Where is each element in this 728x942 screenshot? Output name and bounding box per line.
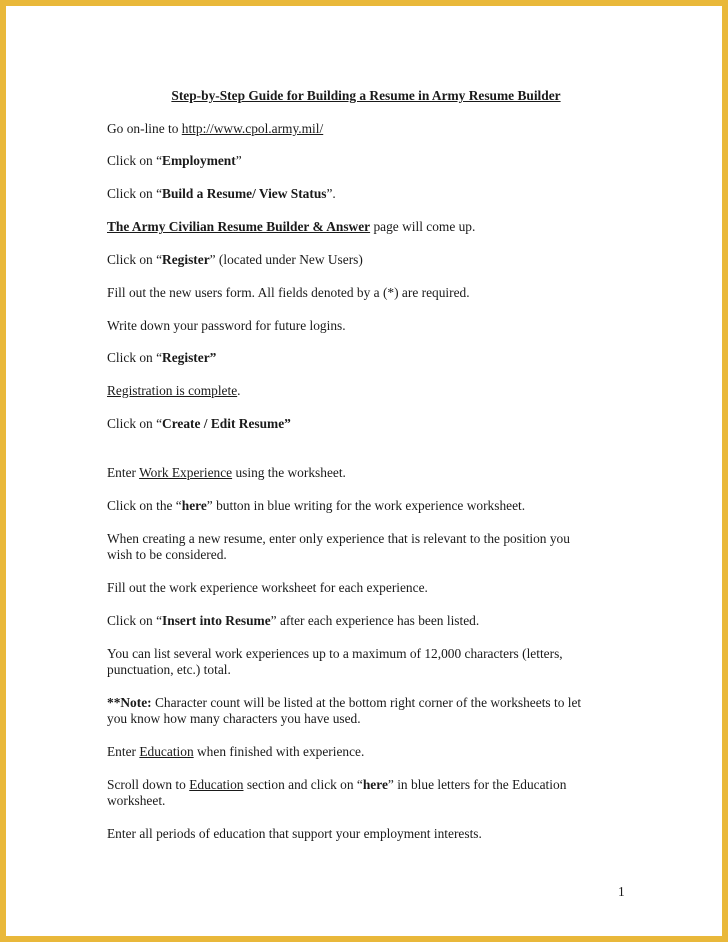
step-relevant-experience-line1: When creating a new resume, enter only experience that is relevant to the position you — [107, 531, 570, 546]
text: ” after each experience has been listed. — [270, 613, 480, 628]
note-character-count-line1 — [107, 695, 581, 711]
underlined-text: Education — [139, 744, 194, 759]
text: Click on “ — [107, 613, 163, 628]
step-go-online — [107, 121, 323, 137]
text: Click on “ — [107, 153, 163, 168]
cpol-link[interactable]: http://www.cpol.army.mil/ — [181, 121, 324, 136]
text: when finished with experience. — [193, 744, 365, 759]
step-write-password: Write down your password for future logins. — [107, 318, 346, 333]
step-employment — [107, 153, 242, 169]
text: section and click on “ — [243, 777, 363, 792]
step-build-resume — [107, 186, 336, 202]
text: ” button in blue writing for the work experience worksheet. — [206, 498, 526, 513]
bold-text: Register — [162, 252, 210, 267]
step-here-button — [107, 498, 525, 514]
step-registration-complete — [107, 383, 241, 399]
text: Click on “ — [107, 416, 163, 431]
step-periods-education: Enter all periods of education that support your employment interests. — [107, 826, 482, 841]
step-work-experience — [107, 465, 346, 481]
step-insert-resume — [107, 613, 479, 629]
text: . — [237, 383, 241, 398]
bold-text: here — [362, 777, 388, 792]
text: Click on “ — [107, 350, 163, 365]
step-fill-worksheet: Fill out the work experience worksheet for each experience. — [107, 580, 428, 595]
text: Go on-line to — [107, 121, 182, 136]
text: ” in blue letters for the Education — [387, 777, 567, 792]
step-enter-education — [107, 744, 364, 760]
step-create-edit — [107, 416, 291, 432]
step-character-limit-line1: You can list several work experiences up to a maximum of 12,000 characters (letters, — [107, 646, 563, 661]
bold-text: Register” — [162, 350, 217, 365]
text: page will come up. — [370, 219, 476, 234]
text: Click on “ — [107, 186, 163, 201]
step-register-again — [107, 350, 216, 366]
step-page-come-up — [107, 219, 475, 235]
text: Enter — [107, 744, 140, 759]
step-scroll-education-line1 — [107, 777, 566, 793]
bold-text: here — [181, 498, 207, 513]
text: using the worksheet. — [232, 465, 346, 480]
text: ” — [235, 153, 242, 168]
bold-text: Insert into Resume — [162, 613, 271, 628]
page-title: Step-by-Step Guide for Building a Resume in Army Resume Builder — [171, 88, 561, 103]
text: ”. — [326, 186, 336, 201]
step-relevant-experience-line2: wish to be considered. — [107, 547, 227, 562]
text: Click on “ — [107, 252, 163, 267]
bold-text: **Note: — [107, 695, 152, 710]
text: Click on the “ — [107, 498, 182, 513]
text: ” (located under New Users) — [209, 252, 363, 267]
bold-underlined-text: The Army Civilian Resume Builder & Answer — [107, 219, 371, 234]
step-fill-form: Fill out the new users form. All fields denoted by a (*) are required. — [107, 285, 470, 300]
text: Character count will be listed at the bottom right corner of the worksheets to let — [151, 695, 582, 710]
underlined-text: Work Experience — [139, 465, 233, 480]
bold-text: Create / Edit Resume” — [162, 416, 291, 431]
page-number: 1 — [618, 884, 625, 899]
underlined-text: Registration is complete — [107, 383, 238, 398]
text: Enter — [107, 465, 140, 480]
bold-text: Build a Resume/ View Status — [162, 186, 327, 201]
text: Scroll down to — [107, 777, 190, 792]
step-register — [107, 252, 363, 268]
document-page — [6, 6, 722, 936]
underlined-text: Education — [189, 777, 244, 792]
bold-text: Employment — [162, 153, 236, 168]
step-scroll-education-line2: worksheet. — [107, 793, 166, 808]
step-character-limit-line2: punctuation, etc.) total. — [107, 662, 231, 677]
note-character-count-line2: you know how many characters you have used. — [107, 711, 361, 726]
